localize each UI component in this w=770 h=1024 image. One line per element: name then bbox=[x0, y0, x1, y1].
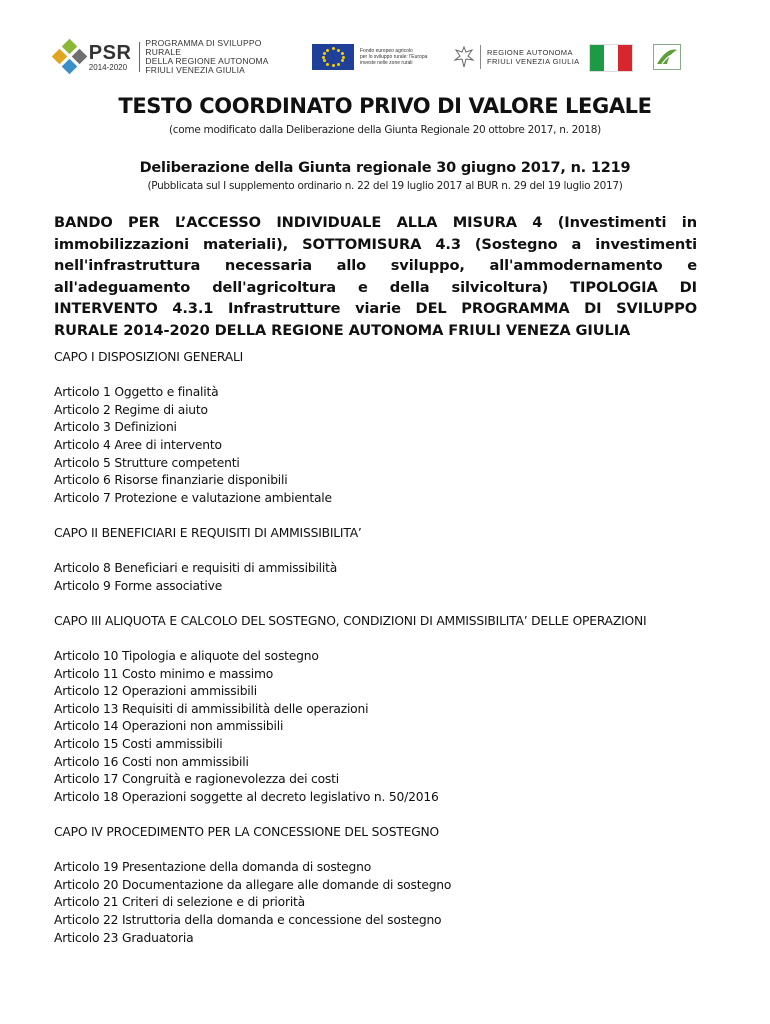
article-item: Articolo 1 Oggetto e finalità bbox=[54, 385, 219, 400]
article-item: Articolo 12 Operazioni ammissibili bbox=[54, 684, 257, 699]
region-logo bbox=[452, 44, 580, 70]
psr-logo bbox=[54, 40, 294, 74]
article-item: Articolo 7 Protezione e valutazione ambientale bbox=[54, 490, 332, 505]
eu-logo bbox=[312, 44, 432, 70]
eu-logo-text-line: per lo sviluppo rurale: l'Europa bbox=[360, 54, 428, 60]
article-item: Articolo 3 Definizioni bbox=[54, 420, 177, 435]
article-item: Articolo 22 Istruttoria della domanda e concessione del sostegno bbox=[54, 913, 442, 927]
bando-title: BANDO PER L’ACCESSO INDIVIDUALE ALLA MISURA 4 (Investimenti in immobilizzazioni materiali), SOTTOMISURA 4.3 (Sostegno a investimenti nell'infrastruttura necessaria allo sviluppo, all'ammodernamento e all'adeguamento dell'agricoltura e della silvicoltura) TIPOLOGIA DI INTERVENTO 4.3.1 Infrastrutture viarie DEL PROGRAMMA DI SVILUPPO RURALE 2014-2020 DELLA REGIONE AUTONOMA FRIULI VENEZA GIULIA bbox=[54, 214, 697, 339]
article-item: Articolo 5 Strutture competenti bbox=[54, 455, 240, 470]
leader-logo-icon bbox=[653, 44, 681, 70]
article-item: Articolo 14 Operazioni non ammissibili bbox=[54, 719, 284, 734]
article-list bbox=[54, 384, 734, 507]
deliberation-heading: Deliberazione della Giunta regionale 30 giugno 2017, n. 1219 bbox=[139, 160, 631, 176]
eu-logo-text-line: investe nelle zone rurali bbox=[360, 60, 413, 66]
article-item: Articolo 23 Graduatoria bbox=[54, 930, 194, 945]
italian-flag-icon bbox=[589, 44, 633, 72]
eagle-emblem-icon bbox=[452, 44, 476, 70]
table-of-contents bbox=[54, 349, 734, 965]
document-subtitle: (come modificato dalla Deliberazione della Giunta Regionale 20 ottobre 2017, n. 2018) bbox=[169, 124, 601, 136]
capo-heading: CAPO I DISPOSIZIONI GENERALI bbox=[54, 350, 244, 364]
capo-heading: CAPO IV PROCEDIMENTO PER LA CONCESSIONE DEL SOSTEGNO bbox=[54, 825, 439, 840]
psr-logo-text-line: FRIULI VENEZIA GIULIA bbox=[145, 65, 246, 75]
article-item: Articolo 13 Requisiti di ammissibilità delle operazioni bbox=[54, 701, 369, 716]
article-item: Articolo 6 Risorse finanziarie disponibili bbox=[54, 473, 288, 488]
capo-heading: CAPO II BENEFICIARI E REQUISITI DI AMMISSIBILITA’ bbox=[54, 525, 362, 540]
document-title: TESTO COORDINATO PRIVO DI VALORE LEGALE bbox=[118, 94, 652, 118]
psr-logo-text-line: DELLA REGIONE AUTONOMA bbox=[145, 56, 269, 66]
article-item: Articolo 17 Congruità e ragionevolezza dei costi bbox=[54, 772, 339, 787]
article-item: Articolo 20 Documentazione da allegare alle domande di sostegno bbox=[54, 877, 452, 892]
publication-note: (Pubblicata sul I supplemento ordinario n. 22 del 19 luglio 2017 al BUR n. 29 del 19 luglio 2017) bbox=[147, 180, 623, 192]
article-item: Articolo 10 Tipologia e aliquote del sostegno bbox=[54, 649, 319, 664]
psr-logo-word: PSR bbox=[88, 41, 132, 64]
article-item: Articolo 2 Regime di aiuto bbox=[54, 402, 208, 417]
psr-diamond-icon bbox=[54, 41, 85, 73]
article-list bbox=[54, 560, 734, 595]
eu-flag-icon bbox=[312, 44, 354, 70]
article-item: Articolo 19 Presentazione della domanda di sostegno bbox=[54, 860, 372, 875]
article-item: Articolo 4 Aree di intervento bbox=[54, 437, 222, 452]
psr-logo-years: 2014-2020 bbox=[88, 62, 128, 72]
article-list bbox=[54, 859, 734, 947]
psr-logo-text-line: PROGRAMMA DI SVILUPPO RURALE bbox=[145, 38, 262, 57]
region-logo-text-line: FRIULI VENEZIA GIULIA bbox=[487, 57, 580, 66]
article-item: Articolo 16 Costi non ammissibili bbox=[54, 754, 249, 769]
capo-heading: CAPO III ALIQUOTA E CALCOLO DEL SOSTEGNO, CONDIZIONI DI AMMISSIBILITA’ DELLE OPERAZIONI bbox=[54, 613, 647, 628]
article-item: Articolo 21 Criteri di selezione e di priorità bbox=[54, 895, 306, 910]
logo-header bbox=[54, 40, 714, 74]
eu-logo-text-line: Fondo europeo agricolo bbox=[360, 48, 413, 54]
article-item: Articolo 11 Costo minimo e massimo bbox=[54, 666, 274, 681]
article-item: Articolo 15 Costi ammissibili bbox=[54, 737, 223, 752]
article-item: Articolo 9 Forme associative bbox=[54, 578, 223, 593]
article-item: Articolo 8 Beneficiari e requisiti di ammissibilità bbox=[54, 561, 338, 576]
region-logo-text-line: REGIONE AUTONOMA bbox=[487, 48, 573, 57]
article-item: Articolo 18 Operazioni soggette al decreto legislativo n. 50/2016 bbox=[54, 789, 439, 804]
article-list bbox=[54, 648, 734, 806]
